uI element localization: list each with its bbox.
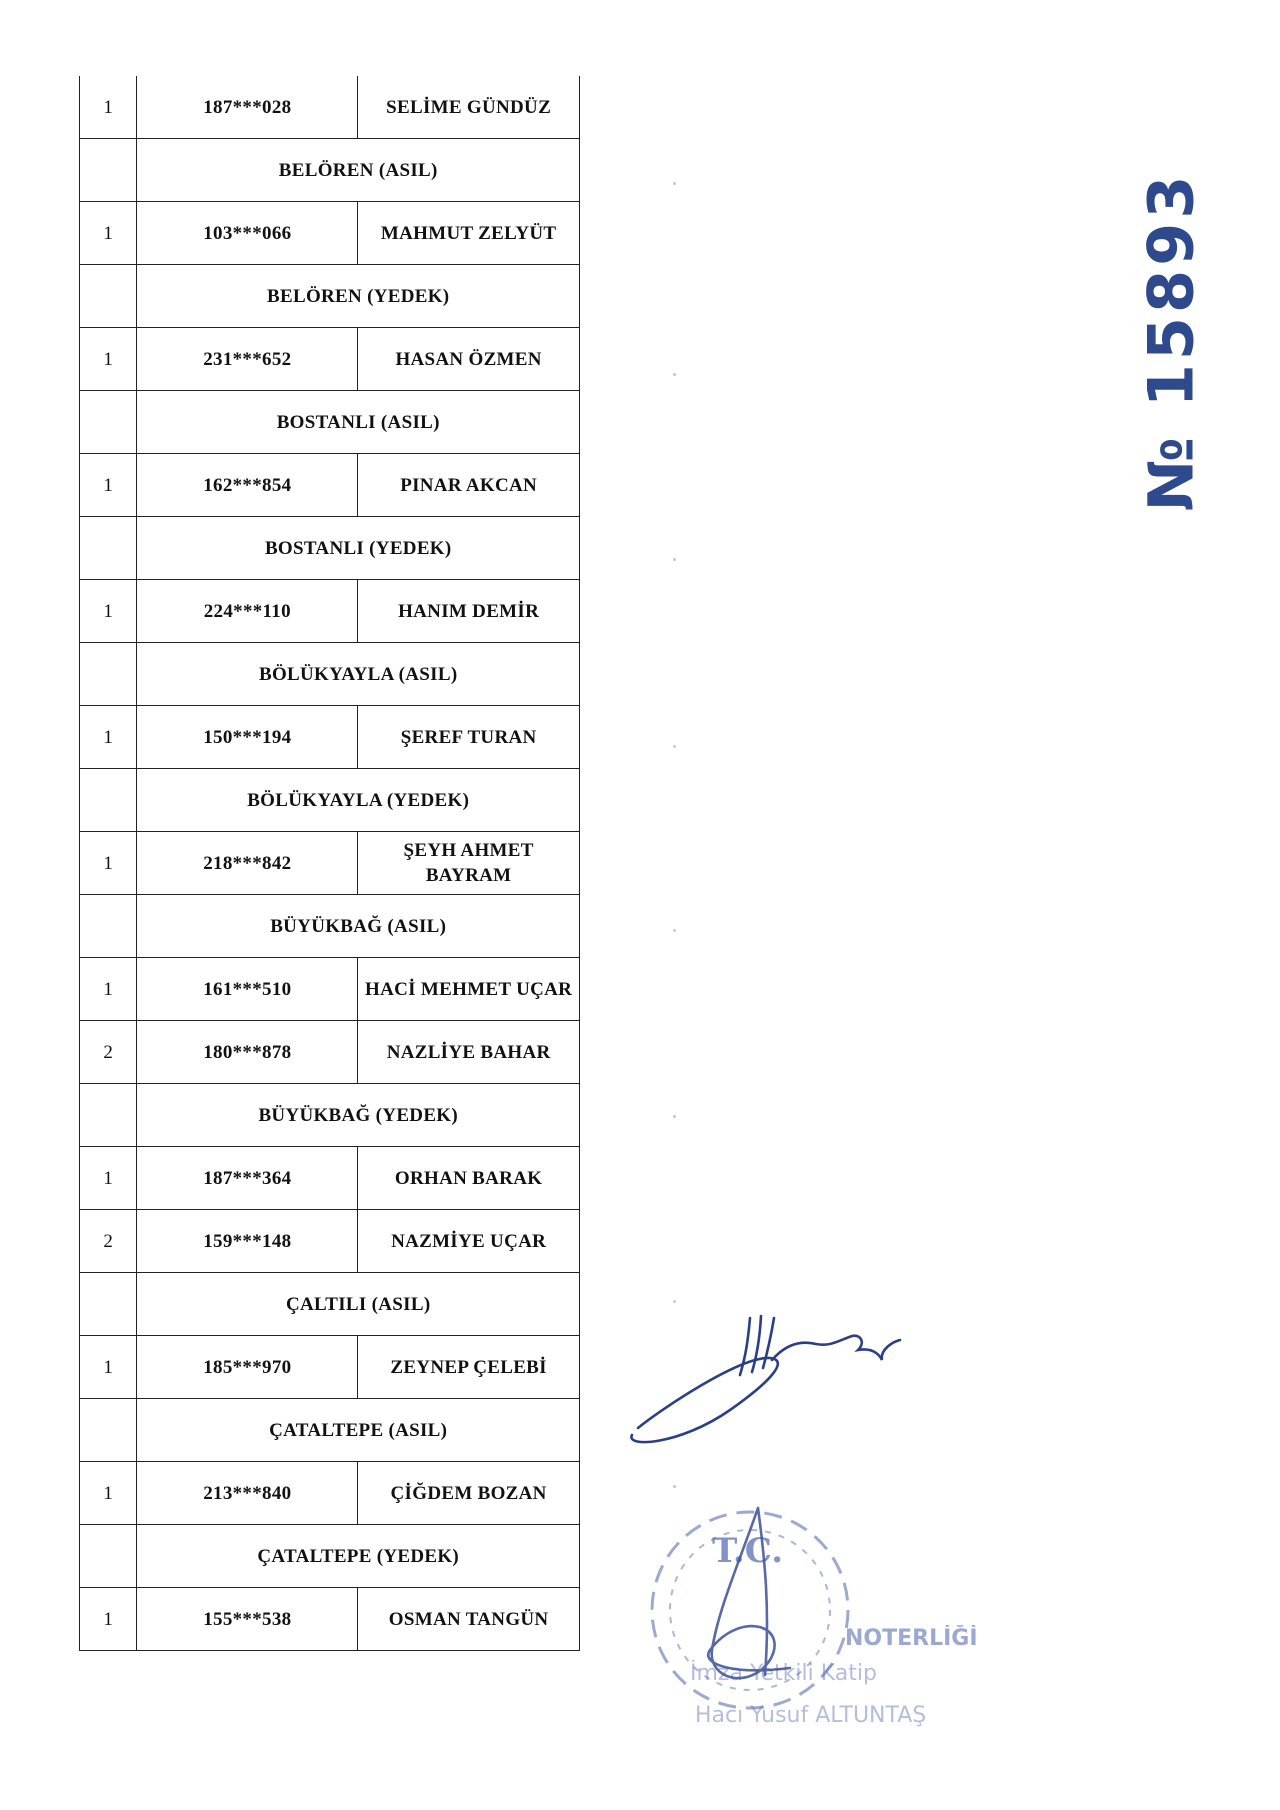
empty-number-cell	[80, 769, 137, 832]
person-row	[80, 202, 580, 265]
scan-speck	[673, 929, 676, 932]
scan-speck	[673, 558, 676, 561]
masked-id: 187***028	[137, 76, 358, 139]
empty-number-cell	[80, 265, 137, 328]
person-row	[80, 1336, 580, 1399]
group-title: ÇATALTEPE (YEDEK)	[137, 1525, 580, 1588]
masked-id: 187***364	[137, 1147, 358, 1210]
person-row	[80, 76, 580, 139]
empty-number-cell	[80, 643, 137, 706]
scan-speck	[673, 1115, 676, 1118]
scan-speck	[673, 182, 676, 185]
row-number: 1	[80, 958, 137, 1021]
row-number: 1	[80, 1588, 137, 1651]
person-name: NAZMİYE UÇAR	[358, 1210, 580, 1273]
person-row	[80, 1210, 580, 1273]
empty-number-cell	[80, 391, 137, 454]
row-number: 1	[80, 832, 137, 895]
group-title: BELÖREN (ASIL)	[137, 139, 580, 202]
masked-id: 218***842	[137, 832, 358, 895]
empty-number-cell	[80, 1084, 137, 1147]
row-number: 1	[80, 1147, 137, 1210]
masked-id: 162***854	[137, 454, 358, 517]
handwritten-signature	[620, 1300, 910, 1450]
empty-number-cell	[80, 139, 137, 202]
group-title: BELÖREN (YEDEK)	[137, 265, 580, 328]
group-title: BOSTANLI (YEDEK)	[137, 517, 580, 580]
scan-speck	[673, 1485, 676, 1488]
seal-tc: T.C.	[712, 1531, 784, 1571]
group-title: BÖLÜKYAYLA (ASIL)	[137, 643, 580, 706]
group-title: BÖLÜKYAYLA (YEDEK)	[137, 769, 580, 832]
empty-number-cell	[80, 1399, 137, 1462]
person-row	[80, 328, 580, 391]
group-header-row	[80, 391, 580, 454]
group-header-row	[80, 139, 580, 202]
group-header-row	[80, 517, 580, 580]
row-number: 1	[80, 76, 137, 139]
person-row	[80, 1147, 580, 1210]
person-name: MAHMUT ZELYÜT	[358, 202, 580, 265]
nominee-table	[79, 76, 580, 1651]
person-name: HACİ MEHMET UÇAR	[358, 958, 580, 1021]
person-name: ORHAN BARAK	[358, 1147, 580, 1210]
group-title: ÇALTILI (ASIL)	[137, 1273, 580, 1336]
masked-id: 185***970	[137, 1336, 358, 1399]
empty-number-cell	[80, 1525, 137, 1588]
masked-id: 155***538	[137, 1588, 358, 1651]
empty-number-cell	[80, 517, 137, 580]
reference-number-stamp	[1134, 171, 1208, 511]
seal-clerk-name: Hacı Yusuf ALTUNTAŞ	[695, 1703, 927, 1728]
row-number: 1	[80, 706, 137, 769]
person-name: ŞEREF TURAN	[358, 706, 580, 769]
masked-id: 231***652	[137, 328, 358, 391]
seal-clerk-title: İmza Yetkili Katip	[690, 1661, 877, 1686]
row-number: 1	[80, 1336, 137, 1399]
person-name: NAZLİYE BAHAR	[358, 1021, 580, 1084]
group-title: ÇATALTEPE (ASIL)	[137, 1399, 580, 1462]
masked-id: 159***148	[137, 1210, 358, 1273]
group-header-row	[80, 769, 580, 832]
row-number: 1	[80, 1462, 137, 1525]
person-row	[80, 1588, 580, 1651]
masked-id: 213***840	[137, 1462, 358, 1525]
group-header-row	[80, 1273, 580, 1336]
person-row	[80, 832, 580, 895]
group-header-row	[80, 1525, 580, 1588]
person-row	[80, 1462, 580, 1525]
person-name: HANIM DEMİR	[358, 580, 580, 643]
masked-id: 150***194	[137, 706, 358, 769]
person-name: ŞEYH AHMET BAYRAM	[358, 832, 580, 895]
row-number: 2	[80, 1021, 137, 1084]
empty-number-cell	[80, 1273, 137, 1336]
group-title: BÜYÜKBAĞ (ASIL)	[137, 895, 580, 958]
group-title: BOSTANLI (ASIL)	[137, 391, 580, 454]
group-header-row	[80, 643, 580, 706]
person-row	[80, 454, 580, 517]
seal-office: NOTERLİĞİ	[845, 1626, 978, 1651]
person-name: SELİME GÜNDÜZ	[358, 76, 580, 139]
masked-id: 161***510	[137, 958, 358, 1021]
notary-seal	[640, 1500, 1000, 1750]
masked-id: 224***110	[137, 580, 358, 643]
row-number: 2	[80, 1210, 137, 1273]
row-number: 1	[80, 454, 137, 517]
row-number: 1	[80, 580, 137, 643]
person-name: PINAR AKCAN	[358, 454, 580, 517]
person-name: ZEYNEP ÇELEBİ	[358, 1336, 580, 1399]
person-row	[80, 1021, 580, 1084]
person-name: ÇİĞDEM BOZAN	[358, 1462, 580, 1525]
person-row	[80, 706, 580, 769]
masked-id: 180***878	[137, 1021, 358, 1084]
reference-number: № 15893	[1134, 171, 1208, 511]
row-number: 1	[80, 202, 137, 265]
nominee-table-body	[80, 76, 580, 1651]
person-row	[80, 958, 580, 1021]
masked-id: 103***066	[137, 202, 358, 265]
person-name: OSMAN TANGÜN	[358, 1588, 580, 1651]
group-header-row	[80, 1399, 580, 1462]
group-header-row	[80, 1084, 580, 1147]
scan-speck	[673, 745, 676, 748]
group-header-row	[80, 895, 580, 958]
row-number: 1	[80, 328, 137, 391]
group-header-row	[80, 265, 580, 328]
person-name: HASAN ÖZMEN	[358, 328, 580, 391]
person-row	[80, 580, 580, 643]
group-title: BÜYÜKBAĞ (YEDEK)	[137, 1084, 580, 1147]
empty-number-cell	[80, 895, 137, 958]
scan-speck	[673, 373, 676, 376]
document-table-wrapper	[79, 76, 580, 1651]
